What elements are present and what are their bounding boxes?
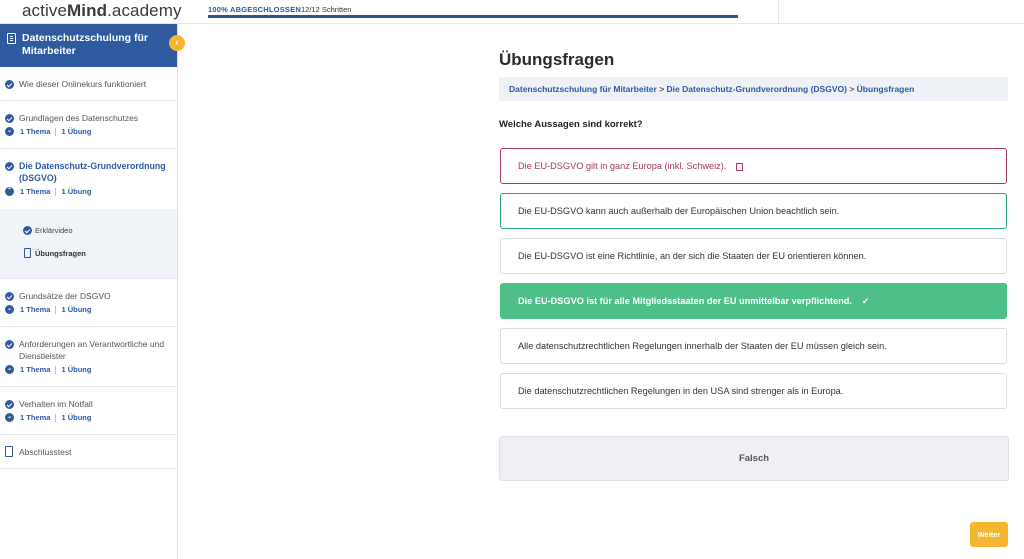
topic-count: 1 Thema (20, 413, 51, 422)
question-text: Welche Aussagen sind korrekt? (499, 119, 643, 130)
sidebar-item-label: Grundlagen des Datenschutzes (19, 113, 139, 123)
sidebar-item-label: Grundsätze der DSGVO (19, 291, 111, 301)
next-button[interactable]: Weiter (970, 522, 1008, 547)
answer-option[interactable]: Die EU-DSGVO ist für alle Mitgliedsstaaten der EU unmittelbar verpflichtend. ✓ (500, 283, 1007, 319)
topic-count: 1 Thema (20, 305, 51, 314)
breadcrumb: Datenschutzschulung für Mitarbeiter > Die Datenschutz-Grundverordnung (DSGVO) > Übungsfragen (499, 77, 1008, 101)
item-meta (0, 187, 169, 196)
logo[interactable]: activeMind.academy (22, 1, 182, 20)
exercise-count: 1 Übung (61, 413, 92, 422)
breadcrumb-current: Übungsfragen (856, 84, 915, 94)
answer-option[interactable]: Die datenschutzrechtlichen Regelungen in den USA sind strenger als in Europa. (500, 373, 1007, 409)
check-circle-icon (5, 292, 14, 301)
sub-item-erklaervideo[interactable]: Erklärvideo (0, 225, 177, 236)
answer-option[interactable]: Die EU-DSGVO ist eine Richtlinie, an der sich die Staaten der EU orientieren können. (500, 238, 1007, 274)
breadcrumb-course[interactable]: Datenschutzschulung für Mitarbeiter (509, 84, 657, 94)
item-meta (0, 305, 169, 314)
document-icon (24, 248, 31, 258)
topic-count: 1 Thema (20, 127, 51, 136)
topic-count: 1 Thema (20, 365, 51, 374)
sidebar-item-label: Abschlusstest (19, 447, 72, 457)
chevron-down-icon[interactable]: ⌄ (6, 128, 13, 134)
sub-item-uebungsfragen[interactable]: Übungsfragen (0, 248, 177, 259)
sidebar-item-label: Die Datenschutz-Grundverordnung (DSGVO) (19, 161, 166, 183)
answer-option[interactable]: Die EU-DSGVO kann auch außerhalb der Europäischen Union beachtlich sein. (500, 193, 1007, 229)
sidebar-item-anforderungen[interactable] (0, 327, 177, 387)
exercise-count: 1 Übung (61, 127, 92, 136)
item-meta (0, 365, 169, 374)
course-title: Datenschutzschulung für Mitarbeiter (22, 32, 149, 57)
sidebar-item-grundsaetze[interactable] (0, 279, 177, 327)
topbar-divider (778, 0, 779, 24)
chevron-down-icon[interactable]: ⌄ (6, 414, 13, 420)
topic-count: 1 Thema (20, 187, 51, 196)
chevron-up-icon[interactable]: ⌃ (6, 188, 13, 194)
sidebar-item-dsgvo[interactable] (0, 149, 177, 209)
course-header (0, 24, 177, 67)
chevron-down-icon[interactable]: ⌄ (6, 306, 13, 312)
sidebar-item-label: Anforderungen an Verantwortliche und Dienstleister (19, 339, 165, 361)
checkmark-icon: ✓ (861, 296, 870, 306)
document-icon (7, 33, 16, 44)
progress-label: 100% ABGESCHLOSSEN (208, 5, 301, 14)
exercise-count: 1 Übung (61, 365, 92, 374)
sidebar-item-abschlusstest[interactable] (0, 435, 177, 469)
exam-icon (5, 446, 13, 457)
check-circle-icon (5, 400, 14, 409)
item-meta (0, 413, 169, 422)
result-feedback: Falsch (499, 436, 1009, 481)
sidebar-item-onlinekurs[interactable] (0, 67, 177, 101)
sidebar-item-grundlagen[interactable] (0, 101, 177, 149)
breadcrumb-chapter[interactable]: Die Datenschutz-Grundverordnung (DSGVO) (666, 84, 847, 94)
progress-bar (208, 15, 738, 18)
check-circle-icon (5, 114, 14, 123)
sidebar-item-label: Wie dieser Onlinekurs funktioniert (19, 79, 147, 89)
sidebar-item-notfall[interactable] (0, 387, 177, 435)
check-circle-icon (5, 162, 14, 171)
check-circle-icon (23, 226, 32, 235)
answer-option[interactable]: Alle datenschutzrechtlichen Regelungen innerhalb der Staaten der EU müssen gleich sein. (500, 328, 1007, 364)
answer-option[interactable]: Die EU-DSGVO gilt in ganz Europa (inkl. Schweiz). (500, 148, 1007, 184)
sidebar (0, 24, 178, 559)
progress-fill (208, 15, 738, 18)
page-title: Übungsfragen (499, 50, 615, 69)
sub-list (0, 209, 177, 279)
chevron-left-icon[interactable]: ‹ (169, 35, 185, 51)
exercise-count: 1 Übung (61, 305, 92, 314)
top-bar (0, 0, 1024, 24)
item-meta (0, 127, 169, 136)
check-circle-icon (5, 340, 14, 349)
check-circle-icon (5, 80, 14, 89)
chevron-down-icon[interactable]: ⌄ (6, 366, 13, 372)
sidebar-item-label: Verhalten im Notfall (19, 399, 93, 409)
incorrect-icon (736, 163, 743, 171)
exercise-count: 1 Übung (61, 187, 92, 196)
progress-steps: 12/12 Schritten (301, 5, 352, 14)
